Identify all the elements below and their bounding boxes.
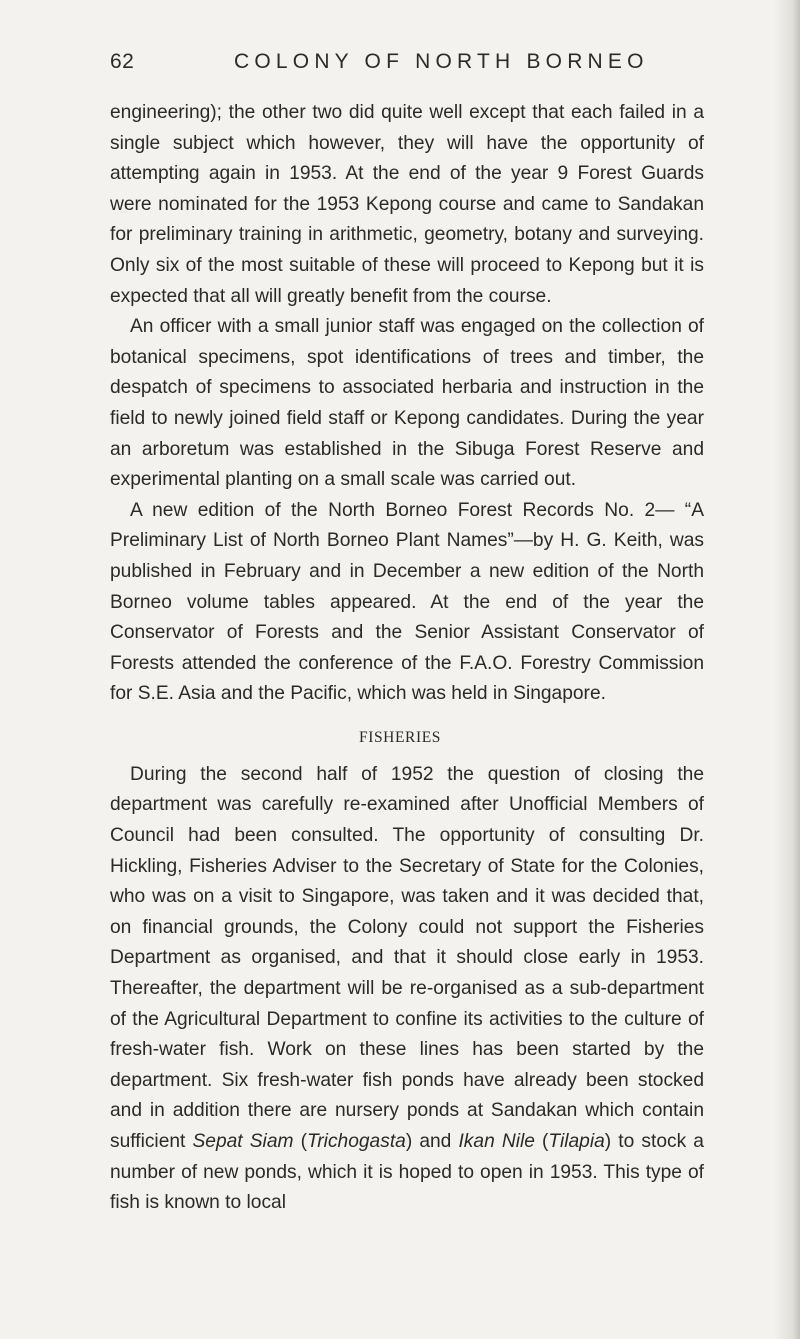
paragraph-4 <box>110 760 704 1219</box>
fish-name-trichogasta: Trichogasta <box>307 1131 406 1152</box>
fish-name-sepat-siam: Sepat Siam <box>192 1131 294 1152</box>
paragraph-1: engineering); the other two did quite well except that each failed in a single subject which however, they will have the opportunity of attempting again in 1953. At the end of the year 9 Forest Guards were nominated for the 1953 Kepong course and came to Sandakan for preliminary training in arithmetic, geometry, botany and surveying. Only six of the most suitable of these will proceed to Kepong but it is expected that all will greatly benefit from the course. <box>110 102 704 307</box>
paren-open: ( <box>534 1131 549 1152</box>
page-edge-shadow <box>774 0 800 1339</box>
page-number: 62 <box>110 50 135 73</box>
paren-close-and: ) and <box>405 1131 459 1152</box>
running-title: COLONY OF NORTH BORNEO <box>234 50 649 73</box>
paren-open: ( <box>293 1131 307 1152</box>
section-heading-fisheries: FISHERIES <box>358 728 442 746</box>
page-header <box>110 50 692 84</box>
fish-name-ikan-nile: Ikan Nile <box>458 1131 535 1152</box>
paragraph-4-text-a: During the second half of 1952 the question of closing the department was carefully re-examined after Unofficial Members of Council had been consulted. The opportunity of consulting Dr. Hickling, Fisheries Adviser to the Secretary of State for the Colonies, who was on a visit to Singapore, was taken and it was decided that, on financial grounds, the Colony could not support the Fisheries Department as organised, and that it should close early in 1953. Thereafter, the department will be re-organised as a sub-department of the Agricultural Department to confine its activities to the culture of fresh-water fish. Work on these lines has been started by the department. Six fresh-water fish ponds have already been stocked and in addition there are nursery ponds at Sandakan which contain sufficient <box>110 763 704 1152</box>
paragraph-2: An officer with a small junior staff was engaged on the collection of botanical specimens, spot identifications of trees and timber, the despatch of specimens to associated herbaria and instruction in the field to newly joined field staff or Kepong candidates. During the year an arboretum was established in the Sibuga Forest Reserve and experimental planting on a small scale was carried out. <box>110 316 704 491</box>
paragraph-4-text-b: ) to stock a number of new ponds, which it is hoped to open in 1953. This type of fish is known to local <box>110 1131 704 1214</box>
body-text <box>110 98 704 1219</box>
paragraph-3: A new edition of the North Borneo Forest Records No. 2— “A Preliminary List of North Borneo Plant Names”—by H. G. Keith, was published in February and in December a new edition of the North Borneo volume tables appeared. At the end of the year the Conservator of Forests and the Senior Assistant Conservator of Forests attended the conference of the F.A.O. Forestry Commission for S.E. Asia and the Pacific, which was held in Singapore. <box>110 499 704 705</box>
fish-name-tilapia: Tilapia <box>548 1131 605 1152</box>
